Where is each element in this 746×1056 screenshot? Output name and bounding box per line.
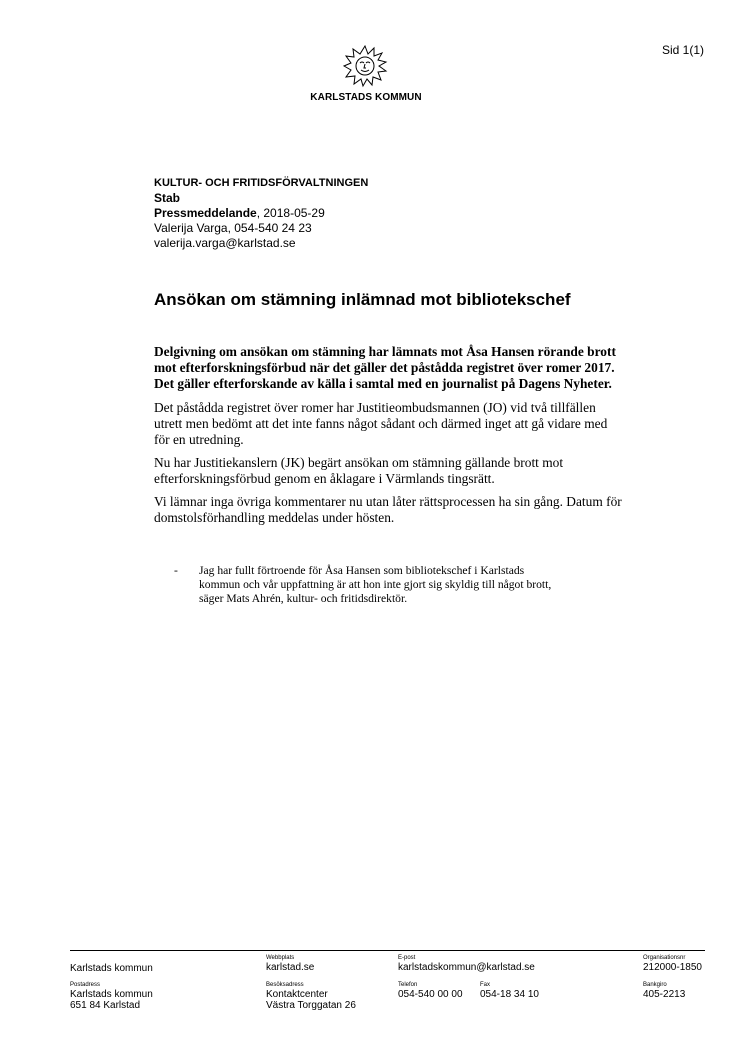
footer-fax-label: Fax [480,982,491,988]
footer-orgnr-label: Organisationsnr [643,955,686,961]
footer-email-label: E-post [398,955,416,961]
footer-phone-label: Telefon [398,982,418,988]
paragraph-3: Vi lämnar inga övriga kommentarer nu utan låter rättsprocessen ha sin gång. Datum för domstolsförhandling meddelas under hösten. [154,494,622,525]
quote-text: Jag har fullt förtroende för Åsa Hansen som bibliotekschef i Karlstads kommun och vår uppfattning är att hon inte gjort sig skyldig till något brott, säger Mats Ahrén, kultur- och fritidsdirektör. [199,564,552,605]
sun-face-icon [341,44,389,90]
footer-visit-label: Besöksadress [266,982,304,988]
footer-web [266,955,314,973]
footer-fax [480,982,539,1000]
footer-email [398,955,535,973]
footer-visit-line1: Kontaktcenter [266,989,328,1000]
footer-post-line1: Karlstads kommun [70,989,153,1000]
footer-bank-label: Bankgiro [643,982,667,988]
footer-divider [70,950,705,951]
footer-phone [398,982,463,1000]
lead-paragraph: Delgivning om ansökan om stämning har lämnats mot Åsa Hansen rörande brott mot efterforskningsförbud när det gäller det påstådda registret över romer 2017. Det gäller efterforskande av källa i samtal med en journalist på Dagens Nyheter. [154,344,616,391]
page-number: Sid 1(1) [661,43,704,57]
sender-block [154,176,368,251]
unit-name: Stab [154,191,181,205]
footer-bank-value: 405-2213 [643,989,686,1000]
quote-dash: - [174,564,178,577]
footer-web-label: Webbplats [266,955,295,961]
footer-phone-value: 054-540 00 00 [398,989,463,1000]
footer-post-line2: 651 84 Karlstad [70,1000,141,1011]
doc-date: , 2018-05-29 [256,206,325,220]
footer-bank [643,982,685,1000]
footer-orgnr-value: 212000-1850 [643,962,702,973]
footer-orgnr [643,955,702,973]
paragraph-1: Det påstådda registret över romer har Justitieombudsmannen (JO) vid två tillfällen utrett men bedömt att det inte fanns något sådant och därmed inget att gå vidare med för en utredning. [154,400,608,447]
footer-visit-line2: Västra Torggatan 26 [266,1000,356,1011]
doc-type-line [154,206,368,221]
headline: Ansökan om stämning inlämnad mot bibliotekschef [154,290,571,309]
footer-post-label: Postadress [70,982,101,988]
footer-web-value[interactable]: karlstad.se [266,962,315,973]
footer-org-name: Karlstads kommun [70,963,153,974]
quote-item [174,564,564,606]
paragraph-2: Nu har Justitiekanslern (JK) begärt ansökan om stämning gällande brott mot efterforskningsförbud genom en åklagare i Värmlands tingsrätt. [154,455,564,486]
contact-line: Valerija Varga, 054-540 24 23 [154,221,312,235]
footer-visit [266,982,356,1011]
footer-email-value[interactable]: karlstadskommun@karlstad.se [398,962,535,973]
article-body [154,344,624,533]
department-name: KULTUR- OCH FRITIDSFÖRVALTNINGEN [154,177,369,189]
footer-fax-value: 054-18 34 10 [480,989,539,1000]
footer-post [70,982,153,1011]
doc-type: Pressmeddelande [154,206,257,220]
organization-name: KARLSTADS KOMMUN [310,92,422,103]
contact-email[interactable]: valerija.varga@karlstad.se [154,236,296,250]
